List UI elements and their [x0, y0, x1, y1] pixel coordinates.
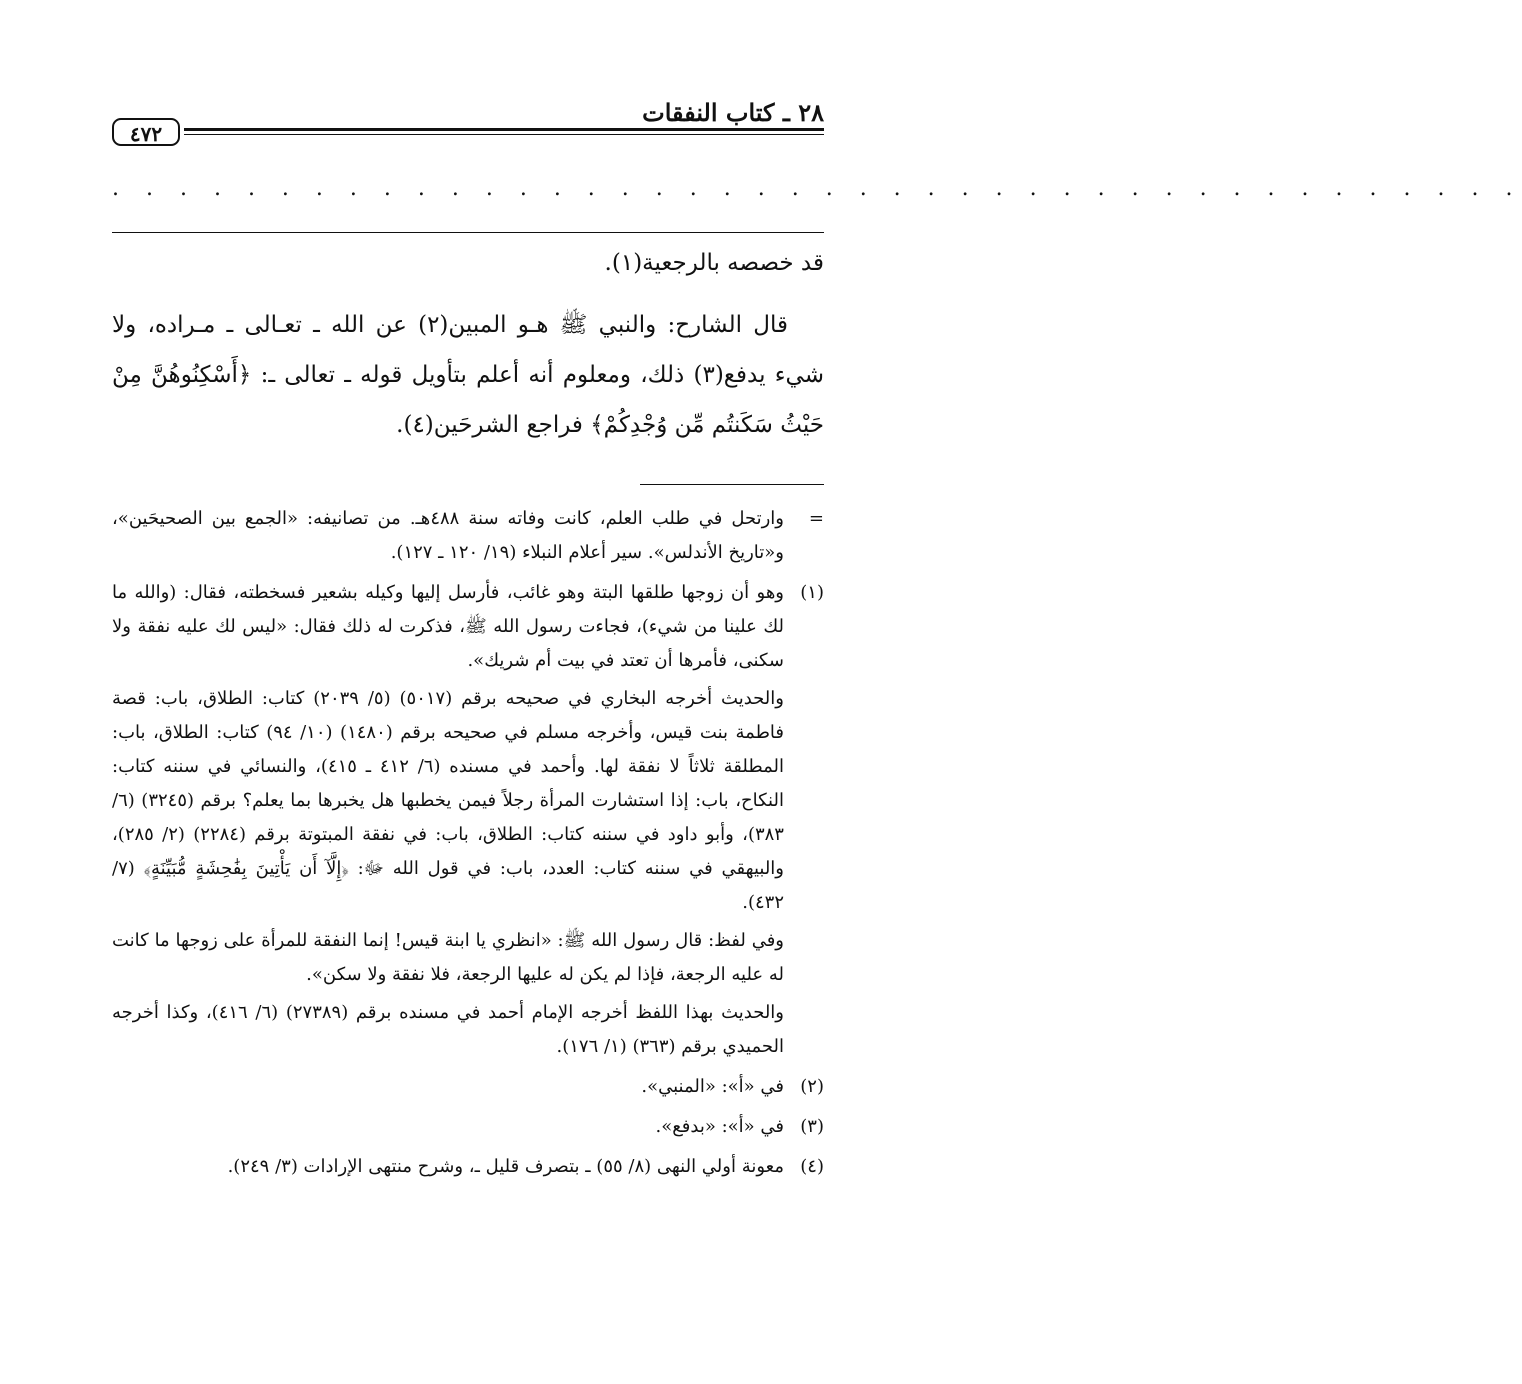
footnote-text: وهو أن زوجها طلقها البتة وهو غائب، فأرسل إليها وكيله بشعير فسخطته، فقال: (والله ما لك علينا من شيء)، فجاءت رسول الله ﷺ، فذكرت له ذلك فقال: «ليس لك عليه نفقة ولا سكنى، فأمرها أن تعتد في بيت أم شريك».	[112, 582, 784, 671]
footnote-rule	[640, 484, 824, 485]
page-header	[112, 96, 824, 148]
header-rule-thin	[184, 134, 824, 135]
footnote-marker: (٤)	[800, 1156, 824, 1177]
main-text	[112, 238, 824, 462]
footnote-marker: (٣)	[800, 1116, 824, 1137]
header-rule	[184, 128, 824, 131]
footnote-text: معونة أولي النهى (٨/ ٥٥) ـ بتصرف قليل ـ، وشرح منتهى الإرادات (٣/ ٢٤٩).	[227, 1156, 784, 1177]
ellipsis-separator: . . . . . . . . . . . . . . . . . . . . . . . . . . . . . . . . . . . . . . . . . .	[112, 176, 1522, 201]
separator-rule	[112, 232, 824, 233]
footnote-text: والحديث أخرجه البخاري في صحيحه برقم (٥٠١٧) (٥/ ٢٠٣٩) كتاب: الطلاق، باب: قصة فاطمة بنت قيس، وأخرجه مسلم في صحيحه برقم (١٤٨٠) (١٠/ ٩٤) كتاب: الطلاق، باب: المطلقة ثلاثاً لا نفقة لها. وأحمد في مسنده (٦/ ٤١٢ ـ ٤١٥)، والنسائي في سننه كتاب: النكاح، باب: إذا استشارت المرأة رجلاً فيمن يخطبها هل يخبرها بما يعلم؟ برقم (٣٢٤٥) (٦/ ٣٨٣)، وأبو داود في سننه كتاب: الطلاق، باب: في نفقة المبتوتة برقم (٢٢٨٤) (٢/ ٢٨٥)، والبيهقي في سننه كتاب: العدد، باب: في قول الله ﷻ: ﴿إِلَّآ أَن يَأْتِينَ بِفَٰحِشَةٍ مُّبَيِّنَةٍ﴾ (٧/ ٤٣٢).	[112, 688, 785, 913]
footnote	[112, 1150, 824, 1184]
footnote	[112, 1070, 824, 1104]
page-number: ٤٧٢	[112, 118, 180, 146]
main-paragraph: قال الشارح: والنبي ﷺ هـو المبين(٢) عن الله ـ تعـالى ـ مـراده، ولا شيء يدفع(٣) ذلك، ومعلوم أنه أعلم بتأويل قوله ـ تعالى ـ: ﴿أَسْكِنُوهُنَّ مِنْ حَيْثُ سَكَنتُم مِّن وُجْدِكُمْ﴾ فراجع الشرحَين(٤).	[112, 312, 824, 438]
footnote-marker: (٢)	[800, 1076, 824, 1097]
footnotes	[112, 502, 824, 1190]
chapter-title: ٢٨ ـ كتاب النفقات	[642, 98, 824, 127]
footnote	[112, 502, 824, 570]
footnote-text: وارتحل في طلب العلم، كانت وفاته سنة ٤٨٨هـ. من تصانيفه: «الجمع بين الصحيحَين»، و«تاريخ الأندلس». سير أعلام النبلاء (١٩/ ١٢٠ ـ ١٢٧).	[112, 508, 784, 563]
main-paragraph: قد خصصه بالرجعية(١).	[604, 250, 824, 276]
footnote	[112, 1110, 824, 1144]
footnote-marker: =	[808, 508, 824, 529]
footnote-marker: (١)	[800, 582, 824, 603]
footnote-text: في «أ»: «المنبي».	[641, 1076, 784, 1097]
footnote	[112, 576, 824, 1064]
footnote-text: في «أ»: «بدفع».	[655, 1116, 784, 1137]
footnote-text: وفي لفظ: قال رسول الله ﷺ: «انظري يا ابنة قيس! إنما النفقة للمرأة على زوجها ما كانت له عليه الرجعة، فإذا لم يكن له عليها الرجعة، فلا نفقة ولا سكن».	[112, 930, 784, 985]
footnote-text: والحديث بهذا اللفظ أخرجه الإمام أحمد في مسنده برقم (٢٧٣٨٩) (٦/ ٤١٦)، وكذا أخرجه الحميدي برقم (٣٦٣) (١/ ١٧٦).	[112, 1002, 785, 1057]
